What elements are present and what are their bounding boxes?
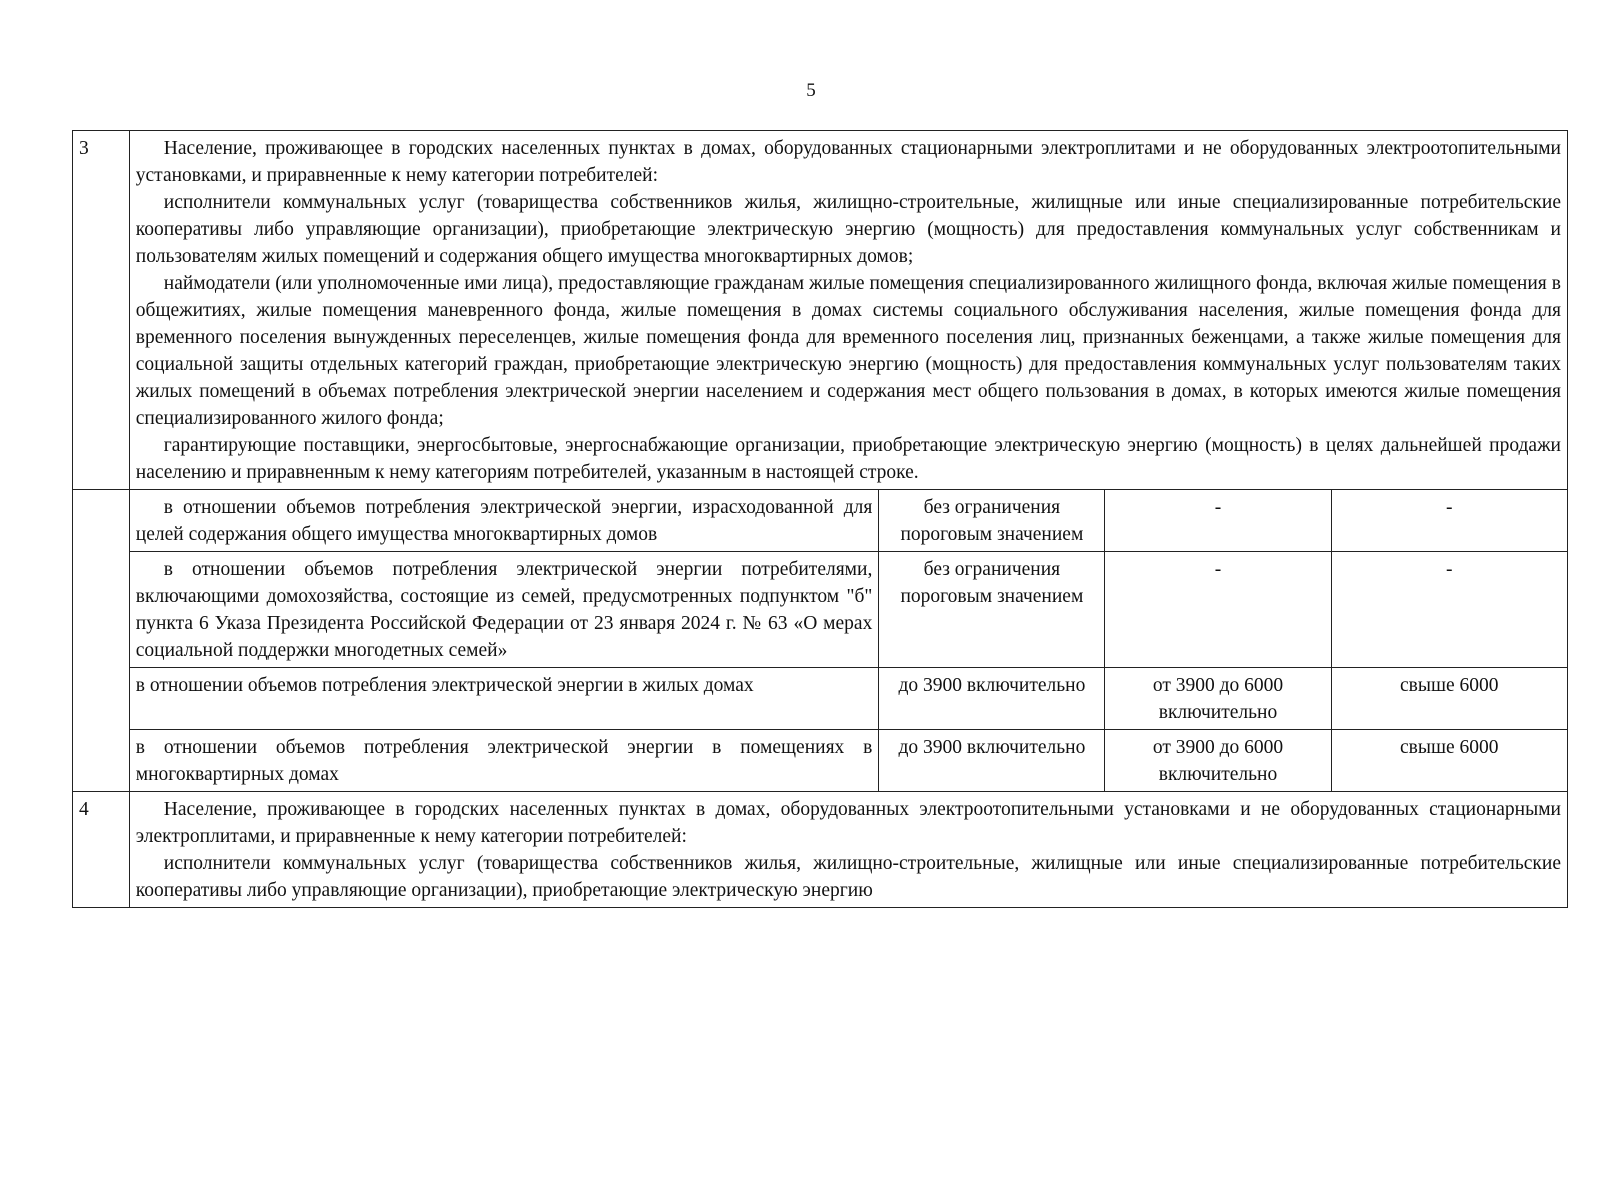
condition-text: в отношении объемов потребления электрической энергии потребителями, включающими домохозяйства, состоящие из семей, предусмотренных подпунктом "б" пункта 6 Указа Президента Российской Федерации от 23 января 2024 г. № 63 «О мерах социальной поддержки многодетных семей»: [135, 559, 873, 661]
condition-text: в отношении объемов потребления электрической энергии в помещениях в многоквартирных домах: [135, 737, 873, 785]
threshold-3-cell: -: [1331, 552, 1567, 668]
threshold-1-cell: без ограничения пороговым значением: [879, 552, 1105, 668]
condition-text: в отношении объемов потребления электрической энергии, израсходованной для целей содержания общего имущества многоквартирных домов: [135, 497, 873, 545]
row-number: 4: [73, 792, 130, 908]
threshold-1-cell: до 3900 включительно: [879, 730, 1105, 792]
paragraph: гарантирующие поставщики, энергосбытовые, энергоснабжающие организации, приобретающие электрическую энергию (мощность) в целях дальнейшей продажи населению и приравненным к нему категориям потребителей, указанным в настоящей строке.: [135, 435, 1561, 483]
table-row: [73, 552, 1568, 668]
threshold-2-cell: -: [1105, 552, 1331, 668]
condition-text: в отношении объемов потребления электрической энергии в жилых домах: [135, 675, 754, 696]
paragraph: исполнители коммунальных услуг (товарищества собственников жилья, жилищно-строительные, жилищные или иные специализированные потребительские кооперативы либо управляющие организации), приобретающие электрическую энергию (мощность) для предоставления коммунальных услуг собственникам и пользователям жилых помещений и содержания общего имущества многоквартирных домов;: [135, 192, 1561, 267]
row-4-category-text: [129, 792, 1567, 908]
threshold-1-cell: до 3900 включительно: [879, 668, 1105, 730]
threshold-2-cell: от 3900 до 6000 включительно: [1105, 668, 1331, 730]
threshold-3-cell: свыше 6000: [1331, 668, 1567, 730]
paragraph: наймодатели (или уполномоченные ими лица), предоставляющие гражданам жилые помещения специализированного жилищного фонда, включая жилые помещения в общежитиях, жилые помещения маневренного фонда, жилые помещения в домах системы социального обслуживания населения, жилые помещения фонда для временного поселения вынужденных переселенцев, жилые помещения фонда для временного поселения лиц, признанных беженцами, а также жилые помещения для социальной защиты отдельных категорий граждан, приобретающие электрическую энергию (мощность) для предоставления коммунальных услуг пользователям таких жилых помещений в объемах потребления электрической энергии населением и содержания мест общего пользования в домах, в которых имеются жилые помещения специализированного жилого фонда;: [135, 273, 1561, 429]
row-number: 3: [73, 131, 130, 490]
condition-cell: [129, 668, 879, 730]
table-row: [73, 668, 1568, 730]
table-row: [73, 730, 1568, 792]
threshold-3-cell: свыше 6000: [1331, 730, 1567, 792]
tariff-table: [72, 130, 1568, 908]
condition-cell: [129, 552, 879, 668]
row-number-empty: [73, 490, 130, 792]
threshold-3-cell: -: [1331, 490, 1567, 552]
table-row-4-header: [73, 792, 1568, 908]
page-number: 5: [806, 80, 816, 101]
paragraph: Население, проживающее в городских населенных пунктах в домах, оборудованных электроотопительными установками и не оборудованных стационарными электроплитами, и приравненные к нему категории потребителей:: [135, 799, 1561, 847]
row-3-category-text: [129, 131, 1567, 490]
paragraph: Население, проживающее в городских населенных пунктах в домах, оборудованных стационарными электроплитами и не оборудованных электроотопительными установками, и приравненные к нему категории потребителей:: [135, 138, 1561, 186]
condition-cell: [129, 490, 879, 552]
condition-cell: [129, 730, 879, 792]
threshold-2-cell: -: [1105, 490, 1331, 552]
table-row: [73, 490, 1568, 552]
threshold-2-cell: от 3900 до 6000 включительно: [1105, 730, 1331, 792]
threshold-1-cell: без ограничения пороговым значением: [879, 490, 1105, 552]
table-row-3-header: [73, 131, 1568, 490]
paragraph: исполнители коммунальных услуг (товарищества собственников жилья, жилищно-строительные, жилищные или иные специализированные потребительские кооперативы либо управляющие организации), приобретающие электрическую энергию: [135, 853, 1561, 901]
